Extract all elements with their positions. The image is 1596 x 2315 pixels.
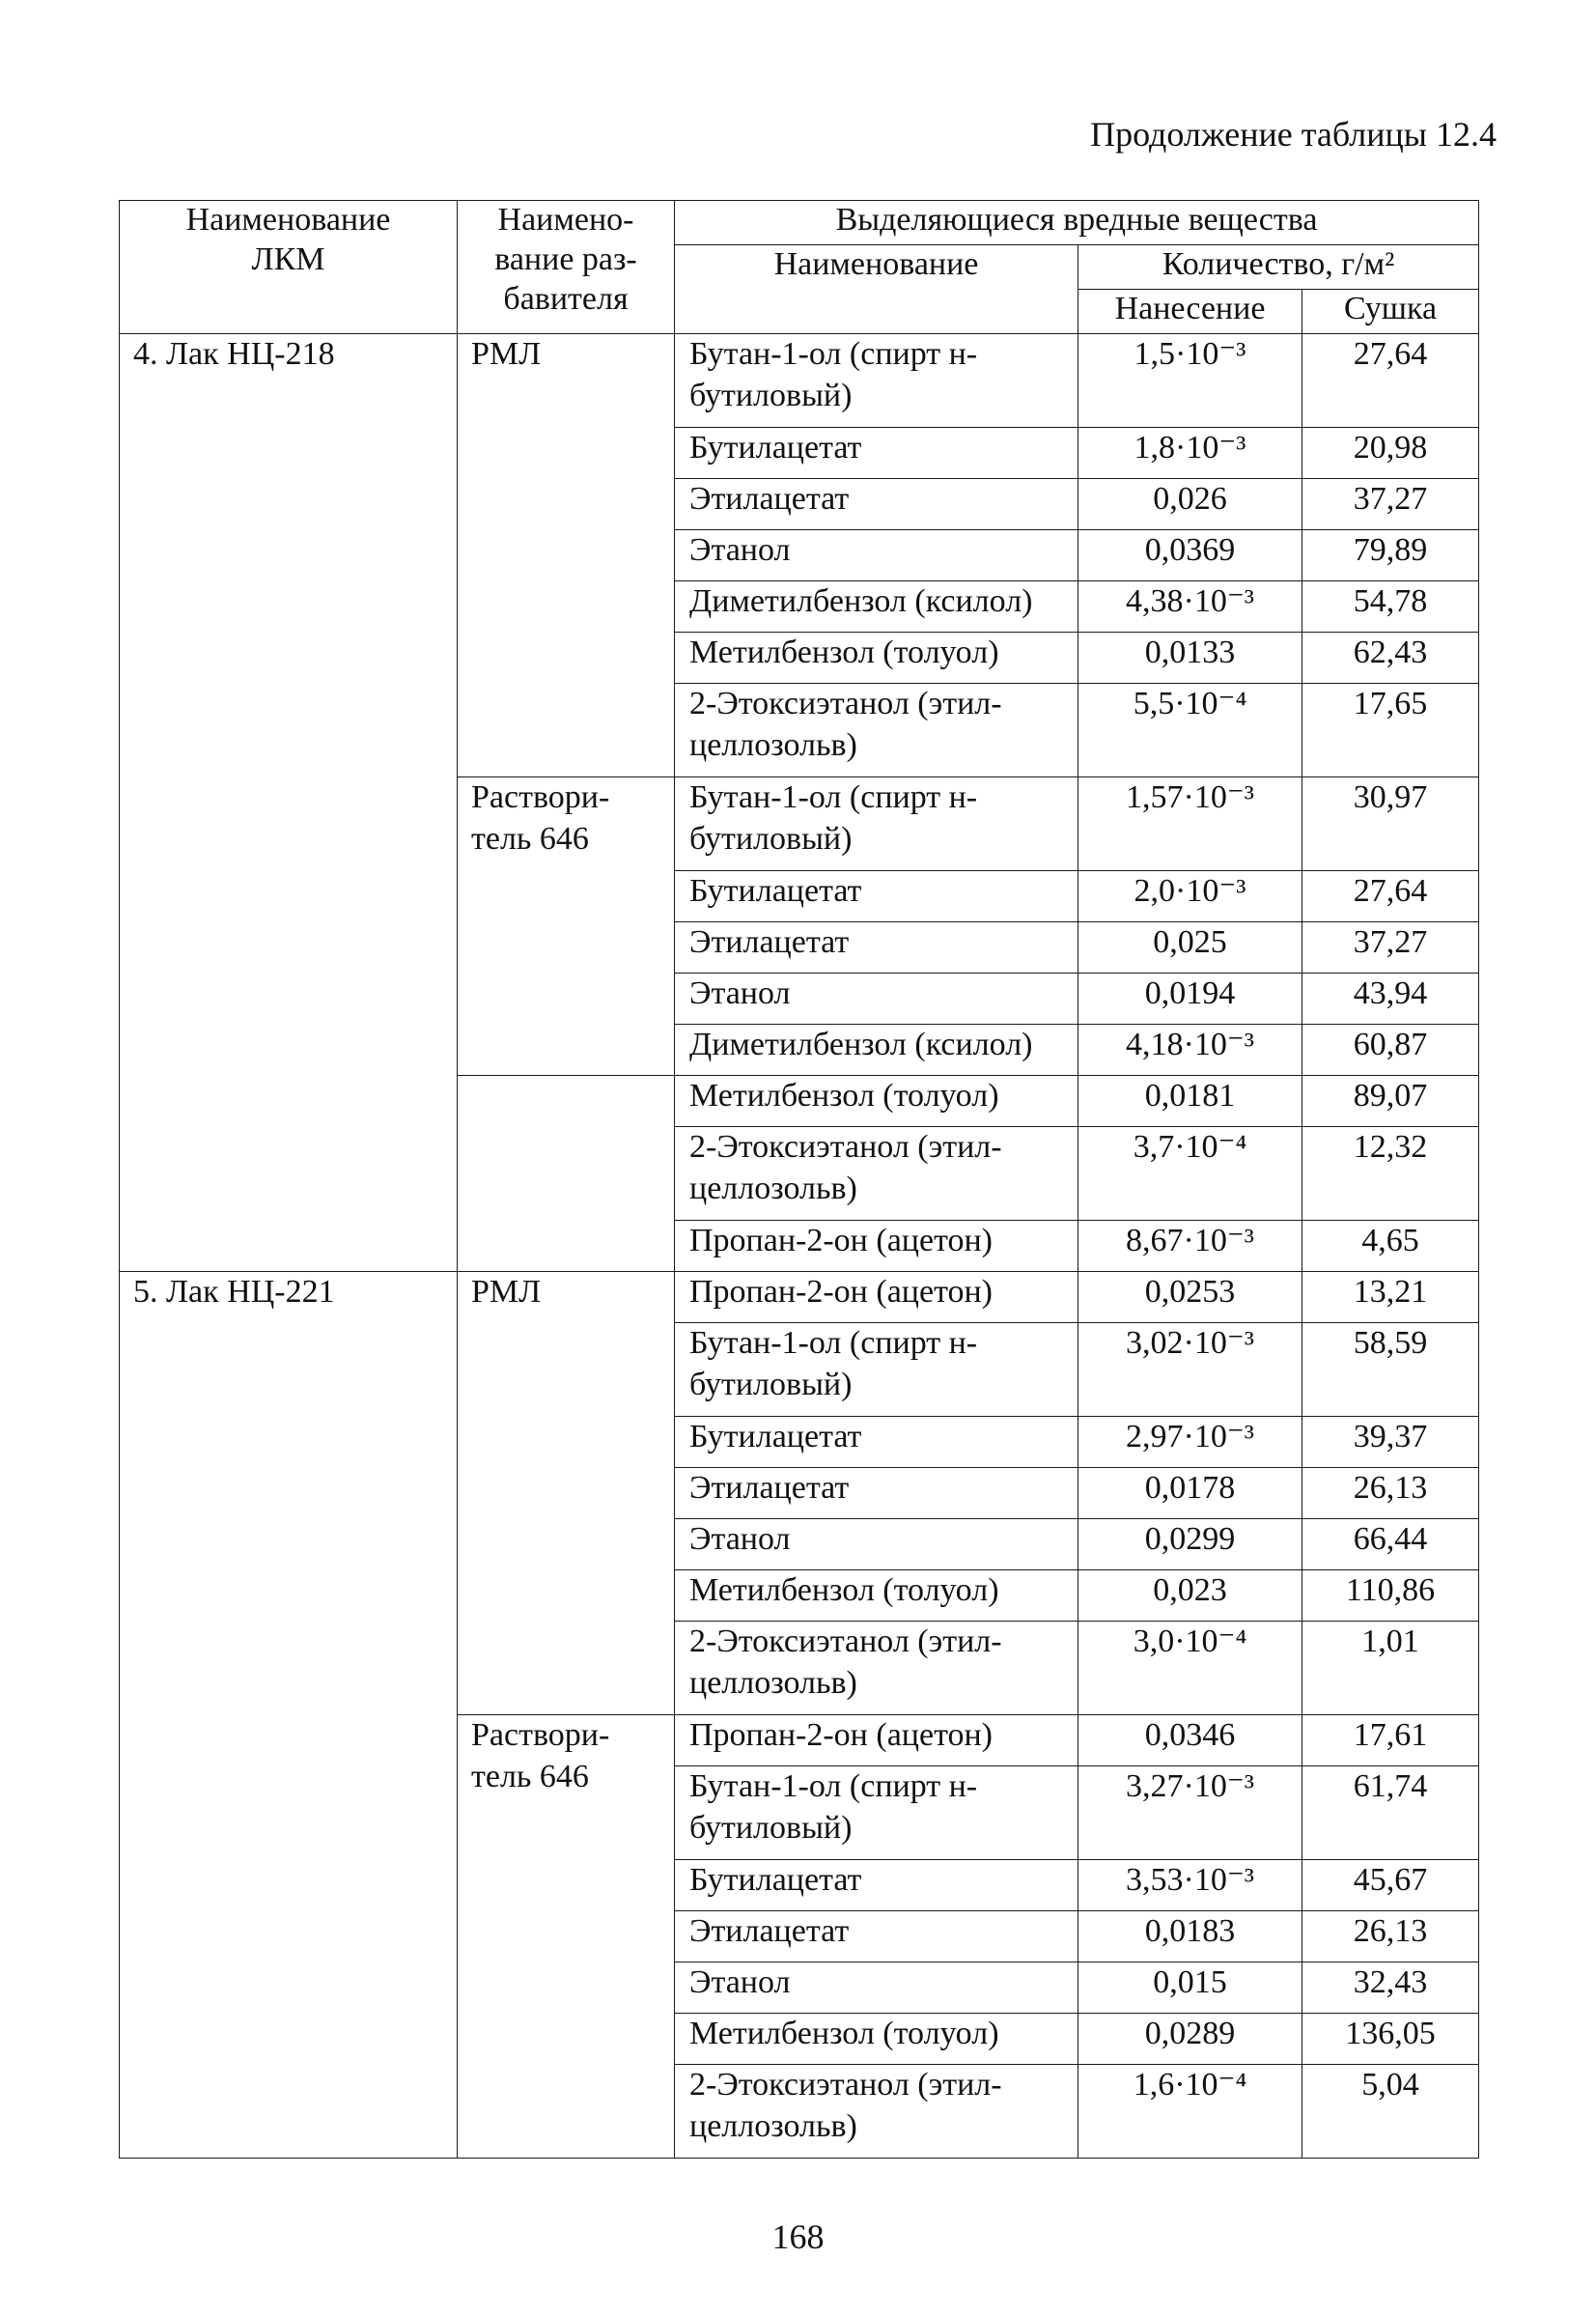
application-amount-cell: 2,97·10⁻³ [1078, 1417, 1302, 1468]
substance-name-cell: Бутан-1-ол (спирт н- бутиловый) [675, 777, 1078, 871]
application-amount-cell: 0,015 [1078, 1962, 1302, 2014]
application-amount-cell: 0,023 [1078, 1570, 1302, 1622]
application-amount-cell: 0,0133 [1078, 633, 1302, 684]
application-amount-cell: 4,18·10⁻³ [1078, 1025, 1302, 1076]
substance-name-cell: Бутан-1-ол (спирт н- бутиловый) [675, 1766, 1078, 1860]
application-amount-cell: 3,02·10⁻³ [1078, 1323, 1302, 1417]
substance-name-cell: Этилацетат [675, 1468, 1078, 1519]
drying-amount-cell: 4,65 [1302, 1221, 1479, 1272]
application-amount-cell: 0,0178 [1078, 1468, 1302, 1519]
drying-amount-cell: 30,97 [1302, 777, 1479, 871]
drying-amount-cell: 89,07 [1302, 1076, 1479, 1127]
page-number: 168 [771, 2217, 825, 2256]
drying-amount-cell: 27,64 [1302, 871, 1479, 922]
drying-amount-cell: 62,43 [1302, 633, 1479, 684]
substance-name-cell: Бутилацетат [675, 1417, 1078, 1468]
substance-name-cell: Пропан-2-он (ацетон) [675, 1715, 1078, 1766]
application-amount-cell: 3,27·10⁻³ [1078, 1766, 1302, 1860]
substance-name-cell: Метилбензол (толуол) [675, 633, 1078, 684]
header-lkm-name: Наименование ЛКМ [120, 201, 458, 334]
substance-name-cell: Бутилацетат [675, 428, 1078, 479]
header-amount: Количество, г/м² [1078, 245, 1479, 290]
drying-amount-cell: 66,44 [1302, 1519, 1479, 1570]
application-amount-cell: 2,0·10⁻³ [1078, 871, 1302, 922]
drying-amount-cell: 26,13 [1302, 1911, 1479, 1962]
application-amount-cell: 5,5·10⁻⁴ [1078, 684, 1302, 777]
substance-name-cell: Метилбензол (толуол) [675, 2014, 1078, 2065]
drying-amount-cell: 13,21 [1302, 1272, 1479, 1323]
application-amount-cell: 1,5·10⁻³ [1078, 334, 1302, 428]
table-row [120, 334, 1479, 428]
substance-name-cell: Этанол [675, 974, 1078, 1025]
drying-amount-cell: 1,01 [1302, 1622, 1479, 1715]
substance-name-cell: Этилацетат [675, 922, 1078, 974]
application-amount-cell: 3,53·10⁻³ [1078, 1860, 1302, 1911]
application-amount-cell: 1,6·10⁻⁴ [1078, 2065, 1302, 2159]
solvent-name-cell: Раствори- тель 646 [458, 1715, 675, 2159]
substance-name-cell: Диметилбензол (ксилол) [675, 581, 1078, 633]
application-amount-cell: 1,57·10⁻³ [1078, 777, 1302, 871]
substance-name-cell: Пропан-2-он (ацетон) [675, 1221, 1078, 1272]
drying-amount-cell: 45,67 [1302, 1860, 1479, 1911]
solvent-name-cell [458, 1076, 675, 1272]
header-substance-name: Наименование [675, 245, 1078, 334]
drying-amount-cell: 17,61 [1302, 1715, 1479, 1766]
table-body [120, 334, 1479, 2159]
drying-amount-cell: 26,13 [1302, 1468, 1479, 1519]
drying-amount-cell: 32,43 [1302, 1962, 1479, 2014]
solvent-name-cell: РМЛ [458, 1272, 675, 1715]
application-amount-cell: 0,0183 [1078, 1911, 1302, 1962]
drying-amount-cell: 17,65 [1302, 684, 1479, 777]
substance-name-cell: Метилбензол (толуол) [675, 1570, 1078, 1622]
application-amount-cell: 0,026 [1078, 479, 1302, 530]
header-drying: Сушка [1302, 290, 1479, 334]
application-amount-cell: 8,67·10⁻³ [1078, 1221, 1302, 1272]
substance-name-cell: Этанол [675, 530, 1078, 581]
lkm-name-cell: 4. Лак НЦ-218 [120, 334, 458, 1272]
drying-amount-cell: 110,86 [1302, 1570, 1479, 1622]
table-continuation-caption: Продолжение таблицы 12.4 [1090, 115, 1497, 154]
substance-name-cell: Пропан-2-он (ацетон) [675, 1272, 1078, 1323]
table-header [120, 201, 1479, 334]
drying-amount-cell: 79,89 [1302, 530, 1479, 581]
drying-amount-cell: 60,87 [1302, 1025, 1479, 1076]
drying-amount-cell: 61,74 [1302, 1766, 1479, 1860]
drying-amount-cell: 136,05 [1302, 2014, 1479, 2065]
application-amount-cell: 0,0253 [1078, 1272, 1302, 1323]
application-amount-cell: 0,0369 [1078, 530, 1302, 581]
substance-name-cell: 2-Этоксиэтанол (этил- целлозольв) [675, 1127, 1078, 1221]
drying-amount-cell: 37,27 [1302, 479, 1479, 530]
drying-amount-cell: 5,04 [1302, 2065, 1479, 2159]
substance-name-cell: Этанол [675, 1962, 1078, 2014]
drying-amount-cell: 58,59 [1302, 1323, 1479, 1417]
substance-name-cell: Метилбензол (толуол) [675, 1076, 1078, 1127]
application-amount-cell: 0,0346 [1078, 1715, 1302, 1766]
substance-name-cell: Бутилацетат [675, 871, 1078, 922]
substance-name-cell: Диметилбензол (ксилол) [675, 1025, 1078, 1076]
header-harmful-substances: Выделяющиеся вредные вещества [675, 201, 1479, 245]
application-amount-cell: 0,025 [1078, 922, 1302, 974]
application-amount-cell: 0,0289 [1078, 2014, 1302, 2065]
drying-amount-cell: 20,98 [1302, 428, 1479, 479]
drying-amount-cell: 27,64 [1302, 334, 1479, 428]
drying-amount-cell: 39,37 [1302, 1417, 1479, 1468]
solvent-name-cell: РМЛ [458, 334, 675, 777]
substance-name-cell: Этилацетат [675, 1911, 1078, 1962]
solvent-name-cell: Раствори- тель 646 [458, 777, 675, 1076]
header-application: Нанесение [1078, 290, 1302, 334]
drying-amount-cell: 37,27 [1302, 922, 1479, 974]
substance-name-cell: 2-Этоксиэтанол (этил- целлозольв) [675, 2065, 1078, 2159]
application-amount-cell: 1,8·10⁻³ [1078, 428, 1302, 479]
lkm-name-cell: 5. Лак НЦ-221 [120, 1272, 458, 2159]
substance-name-cell: Бутилацетат [675, 1860, 1078, 1911]
application-amount-cell: 3,0·10⁻⁴ [1078, 1622, 1302, 1715]
drying-amount-cell: 43,94 [1302, 974, 1479, 1025]
application-amount-cell: 0,0299 [1078, 1519, 1302, 1570]
drying-amount-cell: 12,32 [1302, 1127, 1479, 1221]
substance-name-cell: Бутан-1-ол (спирт н- бутиловый) [675, 1323, 1078, 1417]
substance-name-cell: 2-Этоксиэтанол (этил- целлозольв) [675, 1622, 1078, 1715]
substance-name-cell: 2-Этоксиэтанол (этил- целлозольв) [675, 684, 1078, 777]
drying-amount-cell: 54,78 [1302, 581, 1479, 633]
table-row [120, 1272, 1479, 1323]
substance-name-cell: Этанол [675, 1519, 1078, 1570]
application-amount-cell: 0,0194 [1078, 974, 1302, 1025]
emissions-table [119, 200, 1479, 2159]
application-amount-cell: 3,7·10⁻⁴ [1078, 1127, 1302, 1221]
header-solvent-name: Наимено- вание раз- бавителя [458, 201, 675, 334]
substance-name-cell: Бутан-1-ол (спирт н- бутиловый) [675, 334, 1078, 428]
application-amount-cell: 0,0181 [1078, 1076, 1302, 1127]
substance-name-cell: Этилацетат [675, 479, 1078, 530]
application-amount-cell: 4,38·10⁻³ [1078, 581, 1302, 633]
